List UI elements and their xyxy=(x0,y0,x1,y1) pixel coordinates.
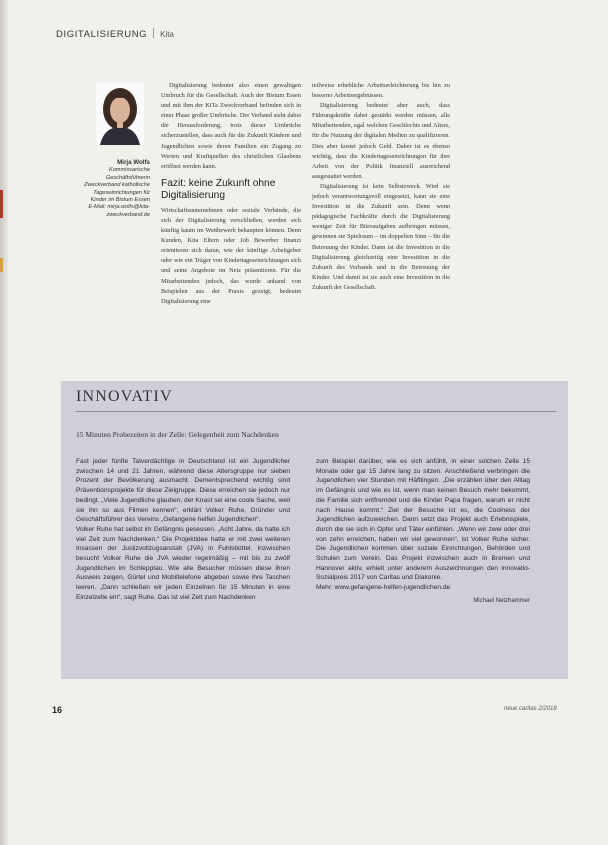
author-role-line: Geschäftsführerin xyxy=(105,174,150,181)
section-subtitle: Kita xyxy=(160,30,174,39)
infobox-column-2 xyxy=(316,457,530,607)
article-column-1 xyxy=(161,81,301,307)
author-role-line: Zweckverband katholische xyxy=(84,182,150,189)
magazine-issue: neue caritas 2/2018 xyxy=(504,706,557,712)
author-caption xyxy=(54,159,150,219)
author-email-line: zweckverband.de xyxy=(106,211,150,218)
infobox-paragraph: Fast jeder fünfte Tatverdächtige in Deutschland ist ein Jugendlicher zwischen 14 und 21 Jahren, während diese Altersgruppe nur sieben Prozent der Bevölkerung ausmacht. Dementsprechend wichtig sind Präventionsprojekte für diese Zielgruppe. Diese erreichen sie jedoch nur bedingt. „Viele Jugendliche glauben, der Knast sei eine coole Sache, weil sie ihn so aus Filmen kennen“, erklärt Volker Ruhe, Gründer und Geschäftsführer des Vereins „Gefangene helfen Jugendlichen“. xyxy=(76,458,290,524)
header-divider xyxy=(153,28,154,38)
infobox-subtitle: 15 Minuten Probezeiten in der Zelle: Gelegenheit zum Nachdenken xyxy=(76,430,279,439)
author-role-line: Tageseinrichtungen für xyxy=(93,189,150,196)
article-paragraph: teilweise erhebliche Arbeitserleichterung bis hin zu besserer Arbeitsergebnissen. xyxy=(312,82,450,100)
author-name: Mirja Wolfs xyxy=(117,159,150,166)
author-email-line: E-Mail: mirja.wolfs@kita- xyxy=(88,204,150,211)
section-title: DIGITALISIERUNG xyxy=(56,29,148,40)
page-number: 16 xyxy=(52,705,63,715)
article-paragraph: Wirtschaftsunternehmen oder soziale Verbände, die sich der Digitalisierung verschließen, werden sich künftig kaum im Wettbewerb behaupten können. Denn Kunden, Kita Eltern oder Job Bewerber finanzi orientieren sich daran, wie der künftige Arbeitgeber oder wie ein Träger von Kindertageseinrichtungen sich und seine Angebote im Netz präsentieren. Für die Mitarbeitenden jedoch, das wurde anhand von Beispielen aus der Praxis gezeigt, bedeutet Digitalisierung eine xyxy=(161,206,301,305)
article-paragraph: Digitalisierung bedeutet aber auch, dass Führungskräfte dabei gestärkt werden müssen, alle Mitarbeitenden, egal welchen Geschlechts und Alters, für die Nutzung der digitalen Medien zu qualifizieren. Dies aber kostet jedoch Geld. Daher ist es ebenso wichtig, dass die Kindertageseinrichtungen für ihre Arbeit von der Politik finanziell ausreichend ausgestattet werden. xyxy=(312,102,450,180)
infobox-author: Michael Netzhammer xyxy=(473,597,530,604)
page-binding-shadow xyxy=(0,0,8,845)
infobox-divider xyxy=(76,411,556,412)
infobox-column-1 xyxy=(76,457,290,603)
author-portrait xyxy=(96,83,144,145)
article-paragraph: Digitalisierung bedeutet also einen gewaltigen Umbruch für die Gesellschaft. Auch der Bistum Essen und mit ihm der KiTa Zweckverband befinden sich in einer Phase großer Umbrüche. Der Verband sieht dabei die Herausforderung, trotz dieser Umbrüche sicherzustellen, dass auch für die Zukunft Kindern und Jugendlichen sowie deren Familien ein Zugang zu Werten und Kraftquellen des christlichen Glaubens eröffnet werden kann. xyxy=(161,82,301,170)
infobox-title: INNOVATIV xyxy=(76,388,173,405)
author-role-line: Kommissarische xyxy=(108,167,150,174)
infobox-paragraph: Volker Ruhe hat selbst im Gefängnis gesessen. „Acht Jahre, da hatte ich viel Zeit zum Nachdenken.“ Die Projektidee hatte er mit zwei weiteren Insassen der Justizvollzugsanstalt (JVA) in Fuhlsbüttel. Inzwischen besucht Volker Ruhe die JVA wieder regelmäßig – mit bis zu zwölf Jugendlichen im Schlepptau. Wie alle Besucher müssen diese ihren Ausweis zeigen, Gürtel und Mobiltelefone abgeben sowie ihre Taschen leeren. „Dann schließen wir jeden Einzelnen für 15 Minuten in eine Einzelzelle ein“, sagt Ruhe. Das ist viel Zeit zum Nachdenken xyxy=(76,525,290,601)
article-column-2 xyxy=(312,81,450,293)
section-header xyxy=(56,28,174,40)
infobox-paragraph: zum Beispiel darüber, wie es sich anfühlt, in einer solchen Zelle 15 Monate oder gar 15 Jahre lang zu sitzen. Anschließend verbringen die Jugendlichen vier Stunden mit Häftlingen. „Die erzählen über den Alltag im Gefängnis und wie es ist, wenn man keinen Besuch mehr bekommt, die Familie sich entfremdet und die Kinder Papa fragen, warum er nicht nach Hause kommt.“ Ziel der Besuche ist es, die Coolness der Jugendlichen aufzuweichen. Dann setzt das Projekt auch Erlebnispiele, durch die sie sich in Opfer und Täter einfühlen. „Wenn wir zwei oder drei von zehn erreichen, haben wir viel gewonnen“, ist Volker Ruhe sicher. Die Jugendlichen kommen über soziale Einrichtungen, Behörden und Schulen zum Verein. Das Projekt inzwischen auch in Bremen und Hannover aktiv, erhielt unter anderem Auszeichnungen den innovatio-Sozialpreis 2017 von Caritas und Diakonie. xyxy=(316,458,530,582)
author-role-line: Kinder im Bistum Essen xyxy=(90,197,150,204)
color-tab-orange xyxy=(0,258,3,272)
infobox-link-line: Mehr: www.gefangene-helfen-jugendlichen.de xyxy=(316,584,451,592)
color-tab-red xyxy=(0,190,3,218)
article-paragraph: Digitalisierung ist kein Selbstzweck. Wird sie jedoch verantwortungsvoll eingesetzt, kann sie eine Investition in die Zukunft sein. Denn wenn pädagogische Fachkräfte durch die Digitalisierung weniger Zeit für Büroaufgaben aufbringen müssen, gewinnen sie Spielraum – im doppelten Sinn – für die Betreuung der Kinder. Dann ist die Investition in die Digitalisierung gleichzeitig eine Investition in die Zukunft des Verbands und in die Betreuung der Kinder. Und damit ist sie auch eine Investition in die Zukunft der Gesellschaft. xyxy=(312,182,450,291)
article-subheading: Fazit: keine Zukunft ohne Digitalisierung xyxy=(161,177,276,201)
